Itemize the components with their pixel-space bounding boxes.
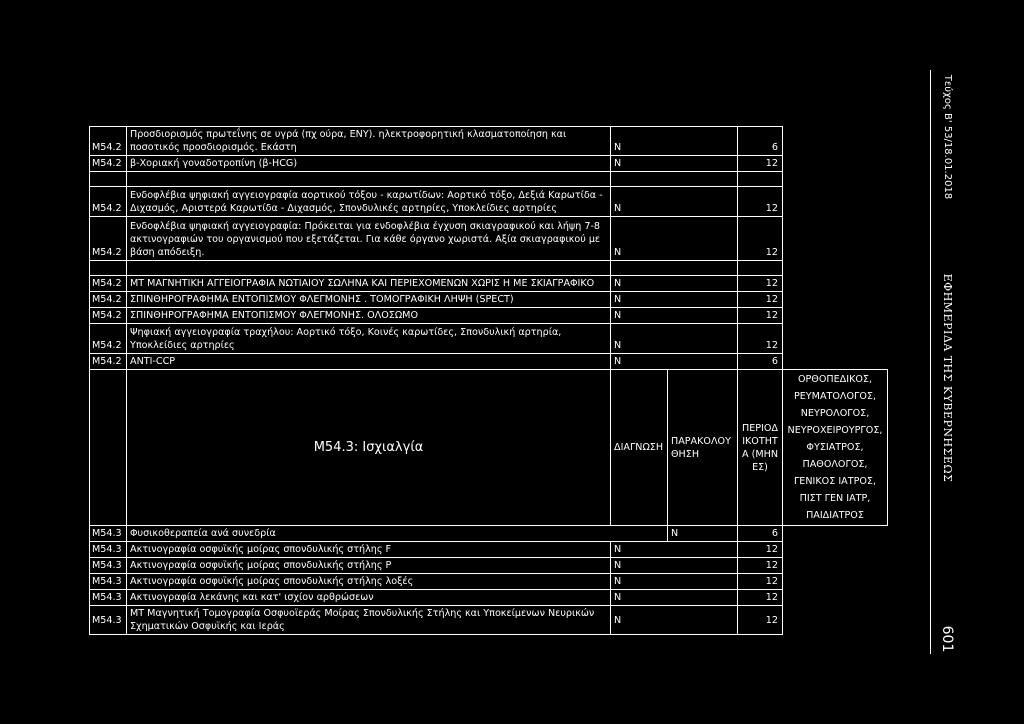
- description-cell: Ενδοφλέβια ψηφιακή αγγειογραφία αορτικού τόξου - καρωτίδων: Αορτικό τόξο, Δεξιά Καρωτίδα - Διχασμός, Αριστερά Καρωτίδα - Διχασμός, Σπονδυλικές αρτηρίες, Υποκλείδιες αρτηρίες: [127, 187, 611, 217]
- spacer-cell: [783, 308, 888, 324]
- description-cell: ΜΤ ΜΑΓΝΗΤΙΚΗ ΑΓΓΕΙΟΓΡΑΦΙΑ ΝΩΤΙΑΙΟΥ ΣΩΛΗΝΑ ΚΑΙ ΠΕΡΙΕΧΟΜΕΝΩΝ ΧΩΡΙΣ Η ΜΕ ΣΚΙΑΓΡΑΦΙΚΟ: [127, 276, 611, 292]
- description-cell: Ακτινογραφία οσφυϊκής μοίρας σπονδυλικής στήλης P: [127, 558, 611, 574]
- table-row: [90, 542, 888, 558]
- margin-rule: [930, 70, 931, 654]
- table-row: [90, 217, 888, 261]
- code-cell: M54.2: [90, 354, 127, 370]
- flag-cell: Ν: [611, 308, 738, 324]
- months-cell: 12: [738, 217, 783, 261]
- code-cell: M54.2: [90, 308, 127, 324]
- description-cell: Ακτινογραφία λεκάνης και κατ' ισχίον αρθρώσεων: [127, 590, 611, 606]
- blank-row: [90, 172, 888, 187]
- issue-label: Τεύχος Β' 53/18.01.2018: [942, 74, 953, 200]
- flag-cell: Ν: [611, 217, 738, 261]
- description-cell: ΣΠΙΝΘΗΡΟΓΡΑΦΗΜΑ ΕΝΤΟΠΙΣΜΟΥ ΦΛΕΓΜΟΝΗΣ. ΟΛΟΣΩΜΟ: [127, 308, 611, 324]
- codes-table: [89, 126, 888, 635]
- code-cell: M54.2: [90, 217, 127, 261]
- code-cell: M54.3: [90, 526, 127, 542]
- code-cell: M54.3: [90, 542, 127, 558]
- months-cell: 6: [738, 354, 783, 370]
- months-cell: 12: [738, 156, 783, 172]
- months-cell: 12: [738, 324, 783, 354]
- table-row: [90, 574, 888, 590]
- spacer-cell: [783, 574, 888, 590]
- flag-cell: Ν: [611, 156, 738, 172]
- description-cell: Ακτινογραφία οσφυϊκής μοίρας σπονδυλικής στήλης F: [127, 542, 611, 558]
- table-row: [90, 292, 888, 308]
- flag-cell: Ν: [611, 558, 738, 574]
- description-cell: Προσδιορισμός πρωτεΐνης σε υγρά (πχ ούρα, ΕΝΥ). ηλεκτροφορητική κλασματοποίηση και ποσοτικός προσδιορισμός. Εκάστη: [127, 127, 611, 156]
- months-cell: 12: [738, 292, 783, 308]
- table-row: [90, 324, 888, 354]
- table-row: [90, 308, 888, 324]
- flag-cell: Ν: [611, 542, 738, 558]
- gazette-title: ΕΦΗΜΕΡΙΔΑ ΤΗΣ ΚΥΒΕΡΝΗΣΕΩΣ: [941, 273, 954, 483]
- code-cell: M54.2: [90, 156, 127, 172]
- flag-cell: Ν: [611, 324, 738, 354]
- description-cell: ΜΤ Μαγνητική Τομογραφία Οσφυοϊεράς Μοίρας Σπονδυλικής Στήλης και Υποκείμενων Νευρικών Σχηματικών Οσφυϊκής και Ιεράς: [127, 606, 611, 635]
- spacer-cell: [783, 558, 888, 574]
- code-cell: M54.2: [90, 276, 127, 292]
- months-cell: 12: [738, 542, 783, 558]
- spacer-cell: [783, 606, 888, 635]
- followup-header: ΠΑΡΑΚΟΛΟΥΘΗΣΗ: [668, 370, 738, 526]
- section-title-text: Μ54.3: Ισχιαλγία: [313, 440, 424, 455]
- flag-cell: Ν: [611, 354, 738, 370]
- page-number: 601: [939, 625, 955, 653]
- description-cell: Ψηφιακή αγγειογραφία τραχήλου: Αορτικό τόξο, Κοινές καρωτίδες, Σπονδυλική αρτηρία, Υποκλείδιες αρτηρίες: [127, 324, 611, 354]
- table-row: [90, 187, 888, 217]
- table-row: [90, 156, 888, 172]
- code-cell: M54.3: [90, 558, 127, 574]
- spacer-cell: [783, 187, 888, 217]
- code-cell: M54.2: [90, 292, 127, 308]
- diagnosis-header: ΔΙΑΓΝΩΣΗ: [611, 370, 668, 526]
- code-cell: M54.3: [90, 574, 127, 590]
- months-cell: 6: [738, 127, 783, 156]
- spacer-cell: [783, 542, 888, 558]
- spacer-cell: [783, 217, 888, 261]
- table-row: [90, 526, 888, 542]
- flag-cell: Ν: [668, 526, 738, 542]
- code-cell: M54.3: [90, 590, 127, 606]
- spacer-cell: [783, 590, 888, 606]
- table-row: [90, 127, 888, 156]
- code-cell: M54.3: [90, 606, 127, 635]
- description-cell: Φυσικοθεραπεία ανά συνεδρία: [127, 526, 668, 542]
- code-cell: M54.2: [90, 127, 127, 156]
- spacer-cell: [783, 526, 888, 542]
- flag-cell: Ν: [611, 590, 738, 606]
- description-cell: Ακτινογραφία οσφυϊκής μοίρας σπονδυλικής στήλης λοξές: [127, 574, 611, 590]
- months-cell: 12: [738, 276, 783, 292]
- months-cell: 12: [738, 574, 783, 590]
- spacer-cell: [783, 324, 888, 354]
- months-cell: 12: [738, 558, 783, 574]
- period-header: ΠΕΡΙΟΔΙΚΟΤΗΤΑ (ΜΗΝΕΣ): [738, 370, 783, 526]
- description-cell: ANTI-CCP: [127, 354, 611, 370]
- spacer-cell: [783, 276, 888, 292]
- code-cell: M54.2: [90, 187, 127, 217]
- description-cell: β-Χοριακή γοναδοτροπίνη (β-HCG): [127, 156, 611, 172]
- flag-cell: Ν: [611, 606, 738, 635]
- description-cell: ΣΠΙΝΘΗΡΟΓΡΑΦΗΜΑ ΕΝΤΟΠΙΣΜΟΥ ΦΛΕΓΜΟΝΗΣ . ΤΟΜΟΓΡΑΦΙΚΗ ΛΗΨΗ (SPECT): [127, 292, 611, 308]
- code-cell: M54.2: [90, 324, 127, 354]
- flag-cell: Ν: [611, 276, 738, 292]
- blank-row: [90, 261, 888, 276]
- months-cell: 12: [738, 187, 783, 217]
- table-row: [90, 590, 888, 606]
- flag-cell: Ν: [611, 292, 738, 308]
- description-cell: Ενδοφλέβια ψηφιακή αγγειογραφία: Πρόκειται για ενδοφλέβια έγχυση σκιαγραφικού και λήψη 7-8 ακτινογραφιών του οργανισμού που εξετάζεται. Για κάθε όργανο χωριστά. Αξία σκιαγραφικού με βάση απόδειξη.: [127, 217, 611, 261]
- table-row: [90, 558, 888, 574]
- table-row: [90, 276, 888, 292]
- months-cell: 12: [738, 308, 783, 324]
- months-cell: 12: [738, 606, 783, 635]
- flag-cell: Ν: [611, 187, 738, 217]
- flag-cell: Ν: [611, 127, 738, 156]
- section-title: [127, 370, 611, 526]
- months-cell: 12: [738, 590, 783, 606]
- section-header-row: [90, 370, 888, 526]
- spacer-cell: [783, 127, 888, 156]
- months-cell: 6: [738, 526, 783, 542]
- table-row: [90, 354, 888, 370]
- specialties-header: ΟΡΘΟΠΕΔΙΚΟΣ, ΡΕΥΜΑΤΟΛΟΓΟΣ, ΝΕΥΡΟΛΟΓΟΣ, ΝΕΥΡΟΧΕΙΡΟΥΡΓΟΣ, ΦΥΣΙΑΤΡΟΣ, ΠΑΘΟΛΟΓΟΣ, ΓΕΝΙΚΟΣ ΙΑΤΡΟΣ, ΠΙΣΤ ΓΕΝ ΙΑΤΡ, ΠΑΙΔΙΑΤΡΟΣ: [783, 370, 888, 526]
- flag-cell: Ν: [611, 574, 738, 590]
- spacer-cell: [783, 156, 888, 172]
- table-row: [90, 606, 888, 635]
- spacer-cell: [783, 354, 888, 370]
- header-code-cell: [90, 370, 127, 526]
- spacer-cell: [783, 292, 888, 308]
